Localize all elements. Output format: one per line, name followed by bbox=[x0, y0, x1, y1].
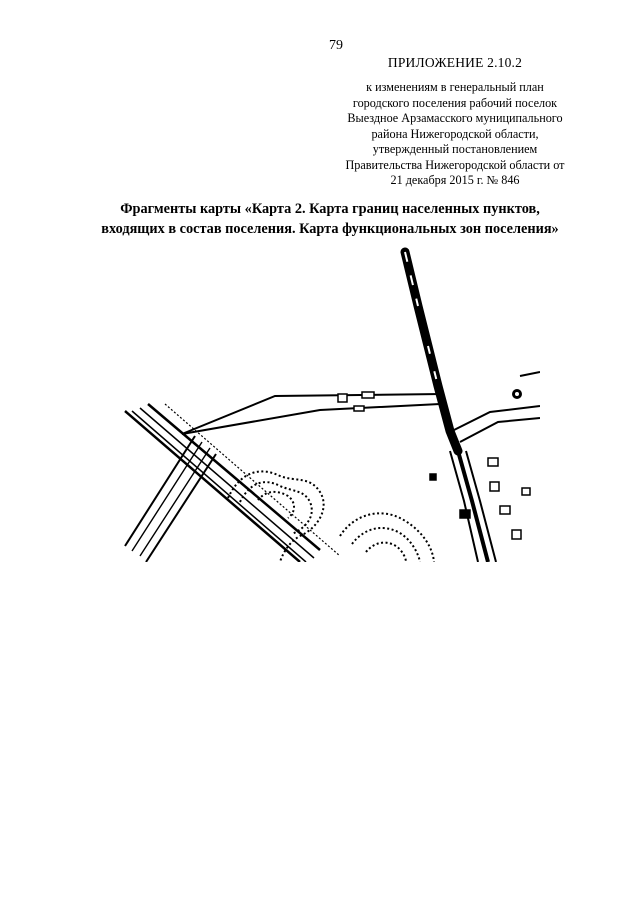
small-circle-marker bbox=[512, 389, 522, 399]
cross-road bbox=[125, 436, 216, 562]
appendix-line: Правительства Нижегородской области от bbox=[345, 157, 565, 172]
appendix-title: ПРИЛОЖЕНИЕ 2.10.2 bbox=[387, 55, 523, 70]
appendix-block bbox=[320, 80, 590, 189]
appendix-line: утвержденный постановлением bbox=[372, 142, 538, 156]
appendix-line: района Нижегородской области, bbox=[371, 126, 539, 141]
heading-line: входящих в состав поселения. Карта функциональных зон поселения» bbox=[101, 221, 559, 237]
diagonal-road bbox=[125, 404, 340, 562]
map-drawing bbox=[120, 246, 540, 562]
appendix-line: городского поселения рабочий поселок bbox=[352, 95, 558, 110]
boundary-wedge bbox=[182, 394, 442, 434]
appendix-line: 21 декабря 2015 г. № 846 bbox=[390, 173, 520, 187]
heading-line: Фрагменты карты «Карта 2. Карта границ населенных пунктов, bbox=[120, 201, 540, 217]
document-heading bbox=[40, 199, 620, 239]
map-fragment bbox=[120, 246, 540, 562]
page-number: 79 bbox=[329, 38, 343, 53]
side-road-east bbox=[450, 372, 540, 442]
main-road bbox=[405, 252, 496, 562]
appendix-line: Выездное Арзамасского муниципального bbox=[347, 111, 563, 125]
appendix-line: к изменениям в генеральный план bbox=[366, 80, 544, 94]
